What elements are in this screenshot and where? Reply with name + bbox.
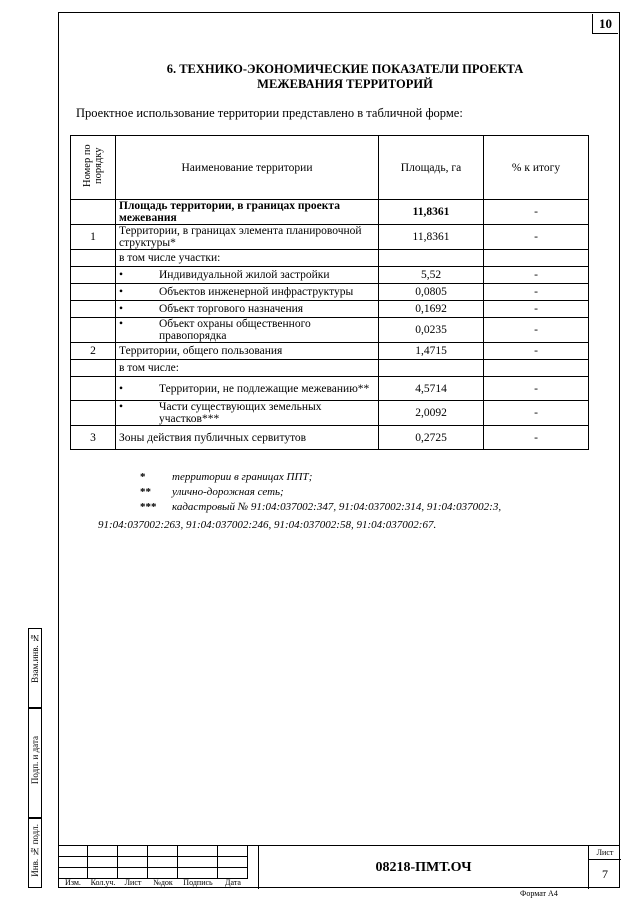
- bullet-icon: •: [119, 269, 124, 281]
- row-name: Площадь территории, в границах проекта межевания: [116, 200, 379, 225]
- row-area: 0,1692: [379, 301, 484, 318]
- row-name: • Территории, не подлежащие межеванию**: [116, 377, 379, 401]
- bullet-icon: •: [119, 303, 124, 315]
- stamp-column-header: Изм.: [65, 878, 81, 887]
- table-row: [71, 377, 589, 401]
- row-number: [71, 267, 116, 284]
- title-block: [58, 845, 620, 889]
- row-percent: -: [484, 284, 589, 301]
- row-percent: -: [484, 343, 589, 360]
- bullet-icon: •: [119, 286, 124, 298]
- side-margin-stamp: [28, 628, 58, 888]
- table-row: [71, 343, 589, 360]
- row-number: [71, 250, 116, 267]
- row-number: [71, 284, 116, 301]
- row-percent: -: [484, 200, 589, 225]
- row-area: 4,5714: [379, 377, 484, 401]
- bullet-icon: •: [119, 382, 124, 395]
- row-percent: -: [484, 301, 589, 318]
- table-row: [71, 301, 589, 318]
- row-area: 0,2725: [379, 426, 484, 450]
- row-percent: -: [484, 377, 589, 401]
- header-percent: % к итогу: [484, 136, 589, 200]
- section-title: 6. ТЕХНИКО-ЭКОНОМИЧЕСКИЕ ПОКАЗАТЕЛИ ПРОЕКТА МЕЖЕВАНИЯ ТЕРРИТОРИЙ: [166, 62, 524, 91]
- table-row: [71, 284, 589, 301]
- footnote: *** кадастровый № 91:04:037002:347, 91:04:037002:314, 91:04:037002:3,: [140, 501, 502, 513]
- footnotes: [98, 470, 502, 531]
- format-label: Формат А4: [520, 889, 558, 898]
- table-row: [71, 250, 589, 267]
- row-percent: [484, 360, 589, 377]
- row-number: 3: [71, 426, 116, 450]
- row-percent: -: [484, 426, 589, 450]
- row-number: [71, 377, 116, 401]
- row-number: [71, 200, 116, 225]
- row-area: 2,0092: [379, 401, 484, 426]
- stamp-column-header: Дата: [225, 878, 241, 887]
- bullet-icon: •: [119, 401, 124, 413]
- row-area: [379, 360, 484, 377]
- row-number: [71, 301, 116, 318]
- row-number: 1: [71, 225, 116, 250]
- row-area: [379, 250, 484, 267]
- table-header-row: [71, 136, 589, 200]
- row-area: 1,4715: [379, 343, 484, 360]
- stamp-column-header: Лист: [124, 878, 142, 887]
- page-number: 10: [592, 14, 618, 34]
- bullet-icon: •: [119, 318, 124, 330]
- side-label-replace-inv: Взам.инв. №: [30, 633, 40, 683]
- indicators-table: [70, 135, 589, 450]
- side-label-sign-date: Подп. и дата: [30, 736, 40, 785]
- row-area: 11,8361: [379, 200, 484, 225]
- row-name: • Части существующих земельных участков***: [116, 401, 379, 426]
- row-area: 5,52: [379, 267, 484, 284]
- stamp-column-header: Кол.уч.: [90, 878, 116, 887]
- table-row: [71, 360, 589, 377]
- header-name: Наименование территории: [116, 136, 379, 200]
- row-name: Территории, в границах элемента планировочной структуры*: [116, 225, 379, 250]
- row-percent: -: [484, 401, 589, 426]
- row-name: в том числе:: [116, 360, 379, 377]
- sheet-number: 7: [602, 867, 608, 881]
- table-row: [71, 225, 589, 250]
- row-percent: -: [484, 318, 589, 343]
- revision-grid: [58, 846, 256, 889]
- row-number: [71, 360, 116, 377]
- table-row: [71, 267, 589, 284]
- table-row: [71, 318, 589, 343]
- row-name: Территории, общего пользования: [116, 343, 379, 360]
- row-name: • Объект охраны общественного правопорядка: [116, 318, 379, 343]
- footnote-continuation: 91:04:037002:263, 91:04:037002:246, 91:04:037002:58, 91:04:037002:67.: [98, 519, 437, 531]
- table-row: [71, 200, 589, 225]
- row-name: • Объект торгового назначения: [116, 301, 379, 318]
- row-area: 0,0235: [379, 318, 484, 343]
- row-percent: [484, 250, 589, 267]
- table-row: [71, 426, 589, 450]
- row-name: • Индивидуальной жилой застройки: [116, 267, 379, 284]
- footnote: * территории в границах ППТ;: [140, 471, 313, 483]
- stamp-column-header: Подпись: [183, 878, 213, 887]
- sheet-box: [588, 846, 621, 889]
- row-name: • Объектов инженерной инфраструктуры: [116, 284, 379, 301]
- row-number: 2: [71, 343, 116, 360]
- side-label-inv-number: Инв. № подл.: [30, 824, 40, 877]
- document-code: 08218-ПМТ.ОЧ: [258, 846, 588, 889]
- intro-text: Проектное использование территории представлено в табличной форме:: [76, 106, 463, 120]
- footnote: ** улично-дорожная сеть;: [140, 486, 284, 498]
- table-row: [71, 401, 589, 426]
- header-area: Площадь, га: [379, 136, 484, 200]
- row-area: 0,0805: [379, 284, 484, 301]
- header-number: Номер по порядку: [71, 136, 116, 200]
- row-name: в том числе участки:: [116, 250, 379, 267]
- row-percent: -: [484, 267, 589, 284]
- row-number: [71, 401, 116, 426]
- row-number: [71, 318, 116, 343]
- sheet-label: Лист: [589, 846, 621, 860]
- row-area: 11,8361: [379, 225, 484, 250]
- row-percent: -: [484, 225, 589, 250]
- stamp-column-header: №док: [153, 878, 173, 887]
- row-name: Зоны действия публичных сервитутов: [116, 426, 379, 450]
